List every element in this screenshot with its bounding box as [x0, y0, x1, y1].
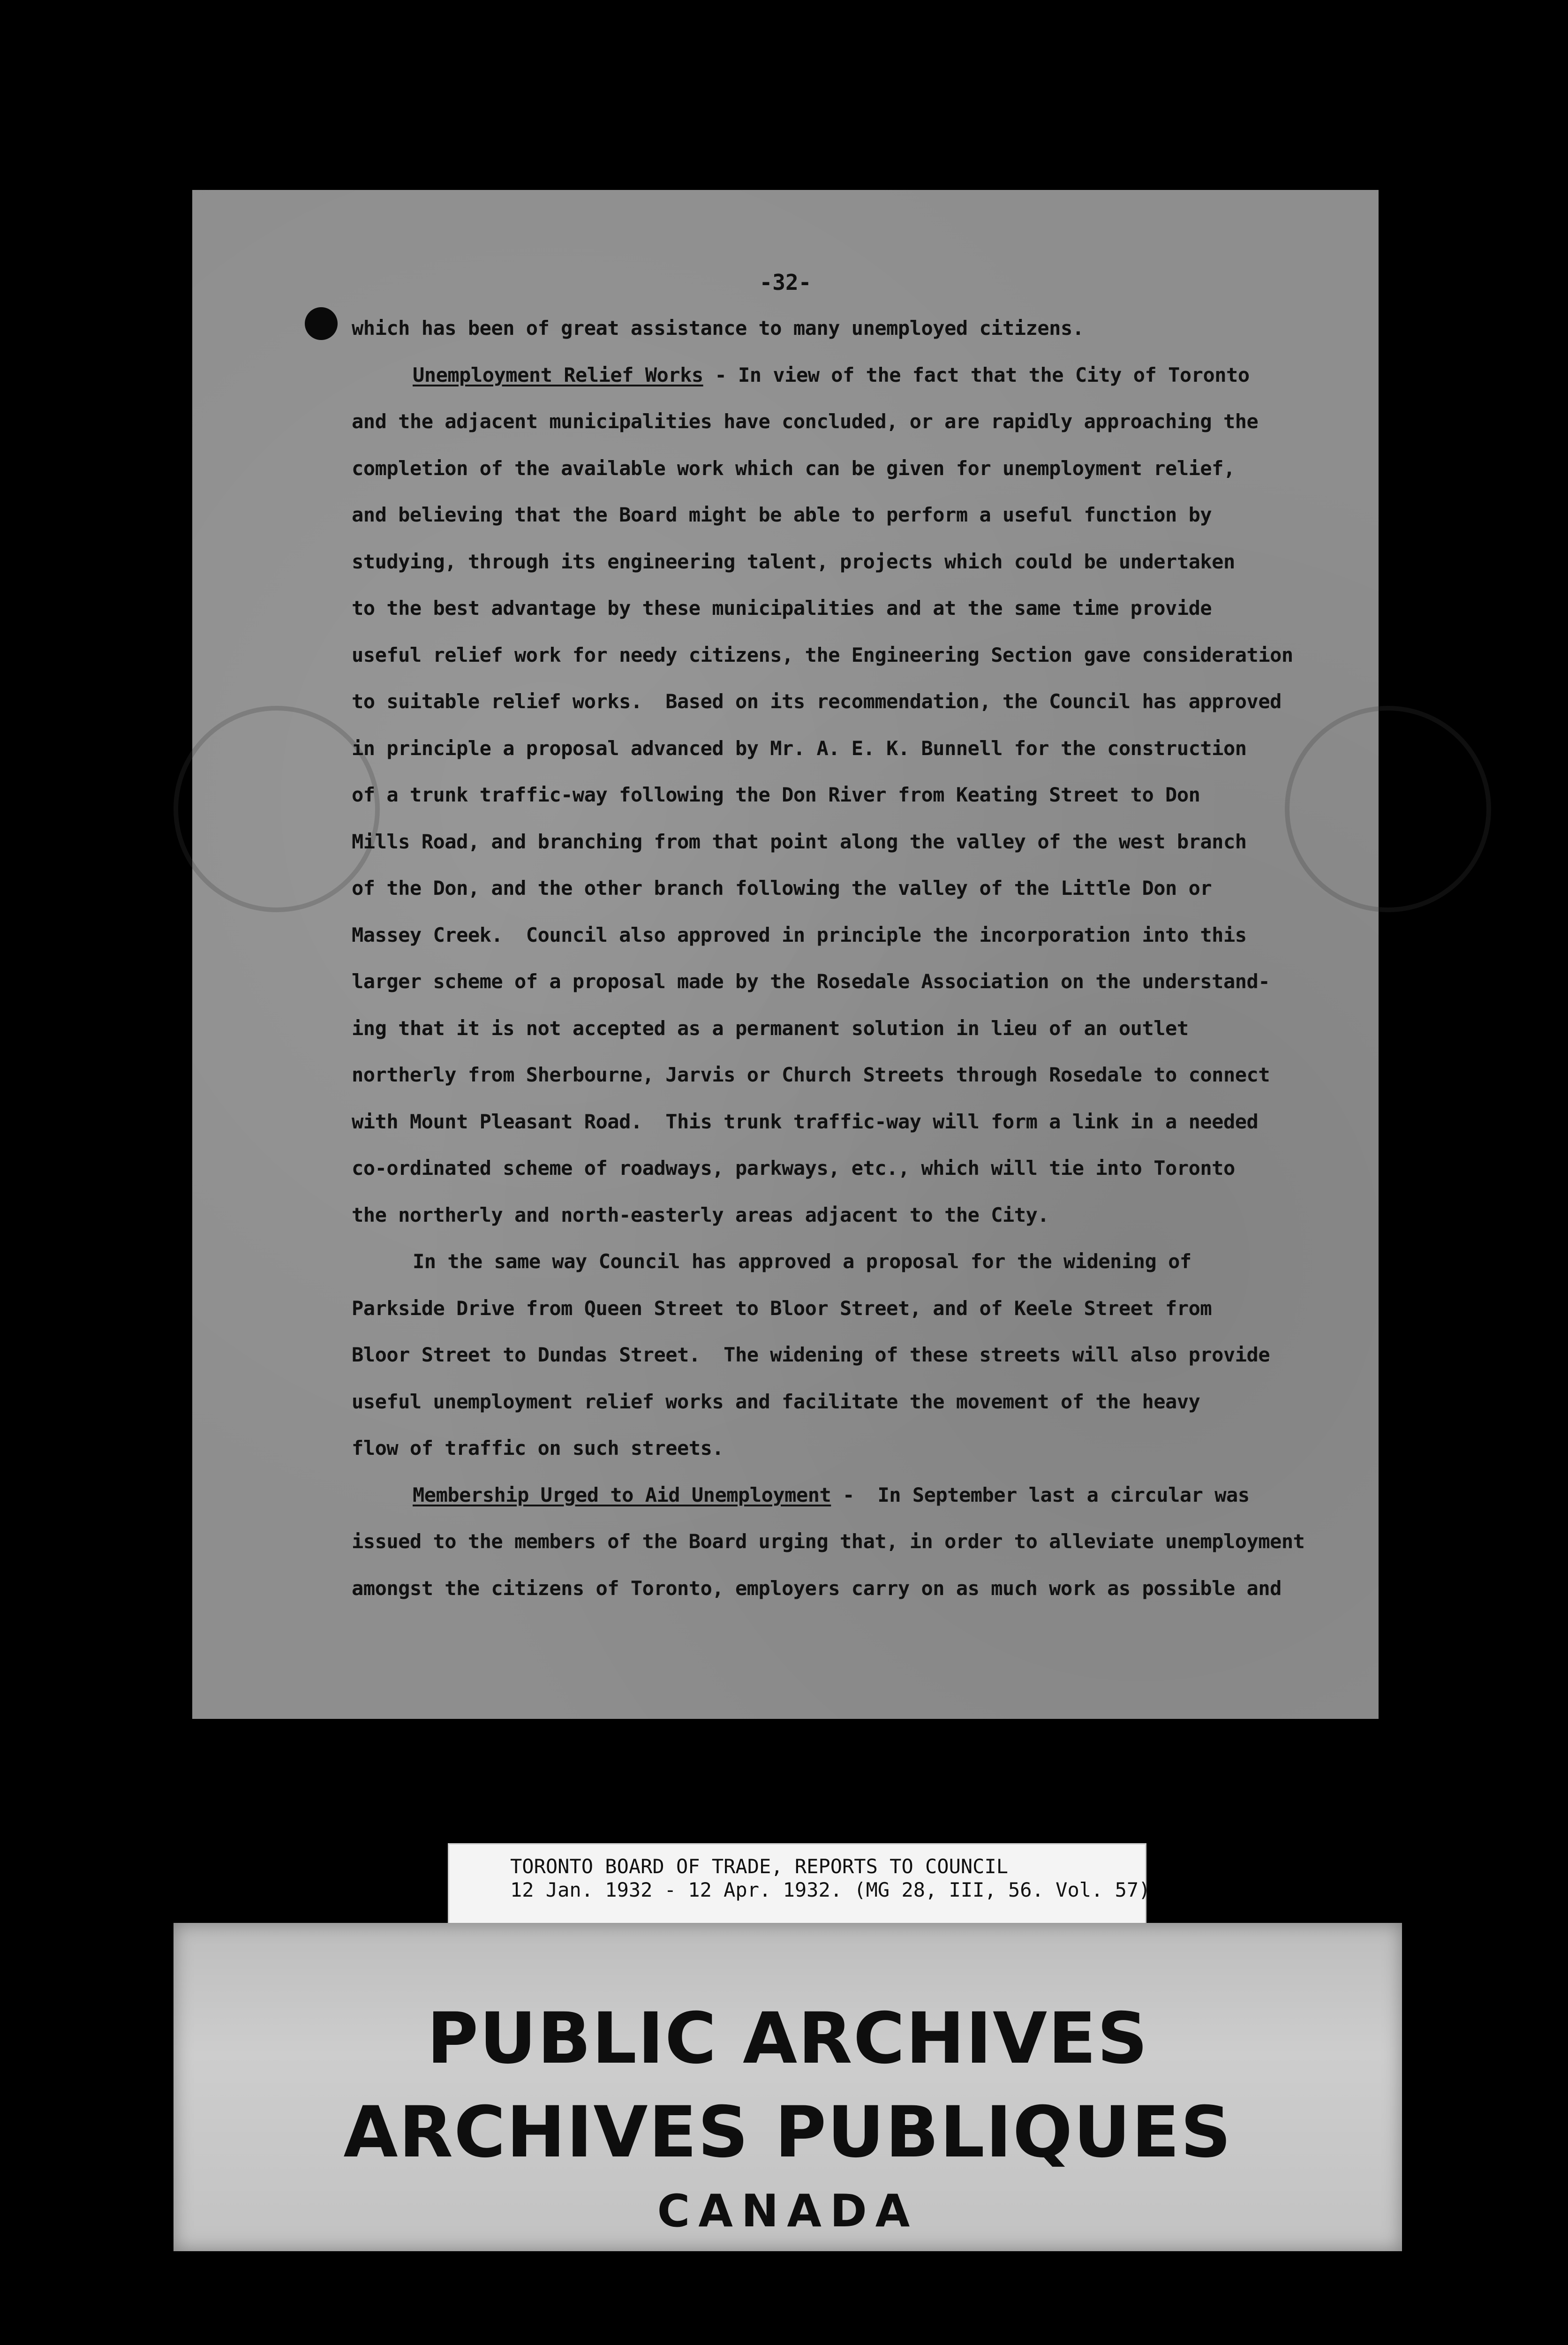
text-line [352, 737, 1247, 760]
line-text: studying, through its engineering talent, projects which could be undertaken [352, 550, 1235, 573]
line-text: and believing that the Board might be able to perform a useful function by [352, 503, 1212, 526]
line-text: of the Don, and the other branch following the valley of the Little Don or [352, 877, 1212, 900]
text-line [413, 363, 1250, 387]
text-line [352, 690, 1282, 713]
archival-caption [448, 1843, 1151, 1932]
caption-line-1: TORONTO BOARD OF TRADE, REPORTS TO COUNCIL [510, 1855, 1009, 1878]
line-text: completion of the available work which can be given for unemployment relief, [352, 456, 1235, 480]
page-number: -32- [759, 270, 812, 295]
text-line [352, 783, 1200, 807]
body-text [192, 190, 1379, 1719]
text-line [352, 1063, 1270, 1087]
line-text: Bloor Street to Dundas Street. The widening of these streets will also provide [352, 1343, 1270, 1366]
line-text: to the best advantage by these municipalities and at the same time provide [352, 597, 1212, 620]
line-text: - In September last a circular was [831, 1483, 1250, 1506]
line-text: - In view of the fact that the City of Toronto [703, 363, 1250, 386]
text-line [352, 1157, 1235, 1180]
text-line [413, 1250, 1191, 1273]
text-line [352, 410, 1258, 433]
text-line [413, 1483, 1250, 1507]
line-text: with Mount Pleasant Road. This trunk traffic-way will form a link in a needed [352, 1110, 1259, 1133]
line-text: co-ordinated scheme of roadways, parkways, etc., which will tie into Toronto [352, 1157, 1235, 1180]
line-text: flow of traffic on such streets. [352, 1437, 724, 1460]
caption-line-2: 12 Jan. 1932 - 12 Apr. 1932. (MG 28, III, 56. Vol. 57) [510, 1878, 1151, 1901]
line-text: to suitable relief works. Based on its recommendation, the Council has approved [352, 690, 1282, 713]
text-line [352, 643, 1293, 667]
text-line [352, 1343, 1270, 1367]
line-text: Parkside Drive from Queen Street to Bloor Street, and of Keele Street from [352, 1296, 1212, 1320]
text-line [352, 597, 1212, 620]
archives-banner [173, 1923, 1402, 2251]
section-heading: Unemployment Relief Works [413, 363, 703, 386]
line-text: useful relief work for needy citizens, the Engineering Section gave consideration [352, 643, 1293, 666]
line-text: which has been of great assistance to many unemployed citizens. [352, 317, 1084, 340]
text-line [352, 457, 1235, 480]
typed-page [192, 190, 1379, 1719]
line-text: Massey Creek. Council also approved in principle the incorporation into this [352, 923, 1247, 946]
text-line [352, 1577, 1282, 1600]
line-text: northerly from Sherbourne, Jarvis or Church Streets through Rosedale to connect [352, 1063, 1270, 1086]
text-line [352, 1437, 724, 1460]
text-line [352, 1017, 1189, 1040]
text-line [352, 1530, 1304, 1553]
text-line [352, 923, 1247, 947]
line-text: Mills Road, and branching from that point along the valley of the west branch [352, 830, 1247, 853]
text-line [352, 550, 1235, 574]
text-line [352, 1110, 1258, 1134]
section-heading: Membership Urged to Aid Unemployment [413, 1483, 831, 1506]
banner-line-2: ARCHIVES PUBLIQUES [343, 2092, 1232, 2173]
text-line [352, 317, 1084, 340]
text-line [352, 1390, 1200, 1414]
banner-line-1: PUBLIC ARCHIVES [427, 1998, 1149, 2080]
line-text: useful unemployment relief works and facilitate the movement of the heavy [352, 1390, 1200, 1413]
banner-line-3: CANADA [657, 2186, 919, 2237]
line-text: of a trunk traffic-way following the Don River from Keating Street to Don [352, 783, 1200, 806]
text-line [352, 877, 1212, 900]
text-line [352, 503, 1212, 527]
line-text: larger scheme of a proposal made by the Rosedale Association on the understand- [352, 970, 1270, 993]
line-text: and the adjacent municipalities have concluded, or are rapidly approaching the [352, 410, 1259, 433]
text-line [352, 830, 1247, 854]
line-text: in principle a proposal advanced by Mr. A. E. K. Bunnell for the construction [352, 736, 1247, 760]
text-line [352, 1203, 1049, 1227]
text-line [352, 1297, 1212, 1320]
line-text: the northerly and north-easterly areas adjacent to the City. [352, 1203, 1049, 1226]
line-text: ing that it is not accepted as a permanent solution in lieu of an outlet [352, 1016, 1189, 1040]
line-text: issued to the members of the Board urging that, in order to alleviate unemployment [352, 1530, 1305, 1553]
line-text: amongst the citizens of Toronto, employers carry on as much work as possible and [352, 1576, 1282, 1600]
text-line [352, 970, 1270, 993]
line-text: In the same way Council has approved a proposal for the widening of [413, 1250, 1191, 1273]
